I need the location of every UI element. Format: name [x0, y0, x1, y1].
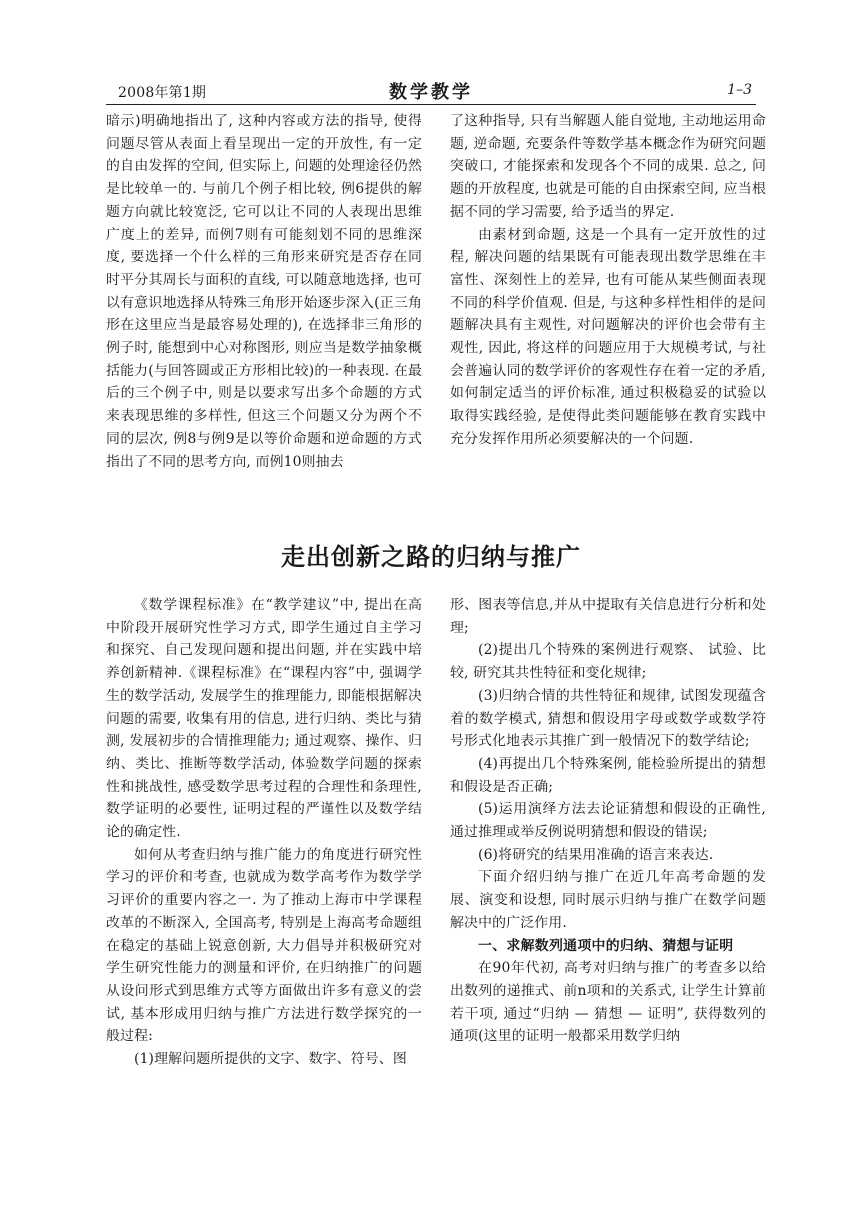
journal-name: 数学教学 — [389, 82, 473, 103]
header-rule — [106, 104, 756, 105]
running-header — [106, 78, 756, 102]
article-left-column — [106, 594, 422, 1071]
top-left-column — [106, 110, 422, 473]
list-item: (1)理解问题所提供的文字、数字、符号、图 — [134, 1051, 407, 1068]
continued-list-item: 形、图表等信息,并从中提取有关信息进行分析和处理; — [450, 597, 766, 636]
body-paragraph: 由素材到命题, 这是一个具有一定开放性的过程, 解决问题的结果既有可能表现出数学思维在丰富性、深刻性上的差异, 也有可能从某些侧面表现不同的科学价值观. 但是, 与这种多样性相伴的是问题解决具有主观性, 对问题解决的评价也会带有主观性, 因此, 将这样的问题应用于大规模考试, 与社会普遍认同的数学评价的客观性存在着一定的矛盾, 如何制定适当的评价标准, 通过积极稳妥的试验以取得实践经验, 是使得此类问题能够在教育实践中充分发挥作用所必须要解决的一个问题. — [450, 226, 766, 447]
list-item: (5)运用演绎方法去论证猜想和假设的正确性, 通过推理或举反例说明猜想和假设的错误; — [450, 801, 766, 841]
page-number: 1–3 — [727, 82, 752, 98]
list-item: (2)提出几个特殊的案例进行观察、 试验、比较, 研究其共性特征和变化规律; — [450, 642, 766, 682]
body-paragraph: 《数学课程标准》在“教学建议”中, 提出在高中阶段开展研究性学习方式, 即学生通过自主学习和探究、自己发现问题和提出问题, 并在实践中培养创新精神.《课程标准》在“课程内容”中, 强调学生的数学活动, 发展学生的推理能力, 即能根据解决问题的需要, 收集有用的信息, 进行归纳、类比与猜测, 发展初步的合情推理能力; 通过观察、操作、归纳、类比、推断等数学活动, 体验数学问题的探索性和挑战性, 感受数学思考过程的合理性和条理性, 数学证明的必要性, 证明过程的严谨性以及数学结论的确定性. — [106, 597, 422, 841]
list-item: (4)再提出几个特殊案例, 能检验所提出的猜想和假设是否正确; — [450, 755, 766, 795]
article-title: 走出创新之路的归纳与推广 — [281, 543, 581, 571]
issue-label: 2008年第1期 — [118, 85, 207, 101]
top-right-column — [450, 110, 766, 451]
article-right-column — [450, 594, 766, 1048]
list-item: (3)归纳合情的共性特征和规律, 试图发现蕴含着的数学模式, 猜想和假设用字母或数学或数学符号形式化地表示其推广到一般情况下的数学结论; — [450, 687, 766, 750]
body-paragraph: 在90年代初, 高考对归纳与推广的考查多以给出数列的递推式、前n项和的关系式, 让学生计算前若干项, 通过“归纳 — 猜想 — 证明”, 获得数列的通项(这里的证明一般都采用数学归纳 — [450, 960, 766, 1045]
continued-paragraph: 了这种指导, 只有当解题人能自觉地, 主动地运用命题, 逆命题, 充要条件等数学基本概念作为研究问题突破口, 才能探索和发现各个不同的成果. 总之, 问题的开放程度, 也就是可能的自由探索空间, 应当根据不同的学习需要, 给予适当的界定. — [450, 113, 766, 220]
section-heading: 一、求解数列通项中的归纳、猜想与证明 — [478, 937, 734, 954]
body-paragraph: 下面介绍归纳与推广在近几年高考命题的发展、演变和设想, 同时展示归纳与推广在数学问题解决中的广泛作用. — [450, 869, 766, 931]
body-paragraph: 如何从考查归纳与推广能力的角度进行研究性学习的评价和考查, 也就成为数学高考作为数学学习评价的重要内容之一. 为了推动上海市中学课程改革的不断深入, 全国高考, 特别是上海高考命题组在稳定的基础上锐意创新, 大力倡导并积极研究对学生研究性能力的测量和评价, 在归纳推广的问题从设问形式到思维方式等方面做出许多有意义的尝试, 基本形成用归纳与推广方法进行数学探究的一般过程: — [106, 846, 422, 1045]
continued-paragraph: 暗示)明确地指出了, 这种内容或方法的指导, 使得问题尽管从表面上看呈现出一定的开放性, 有一定的自由发挥的空间, 但实际上, 问题的处理途径仍然是比较单一的. 与前几个例子相比较, 例6提供的解题方向就比较宽泛, 它可以让不同的人表现出思维广度上的差异, 而例7则有可能刻划不同的思维深度, 要选择一个什么样的三角形来研究是否存在同时平分其周长与面积的直线, 可以随意地选择, 也可以有意识地选择从特殊三角形开始逐步深入(正三角形在这里应当是最容易处理的), 在选择非三角形的例子时, 能想到中心对称图形, 则应当是数学抽象概括能力(与回答圆或正方形相比较)的一种表现. 在最后的三个例子中, 则是以要求写出多个命题的方式来表现思维的多样性, 但这三个问题又分为两个不同的层次, 例8与例9是以等价命题和逆命题的方式指出了不同的思考方向, 而例10则抽去 — [106, 113, 422, 470]
list-item: (6)将研究的结果用准确的语言来表达. — [478, 846, 714, 863]
